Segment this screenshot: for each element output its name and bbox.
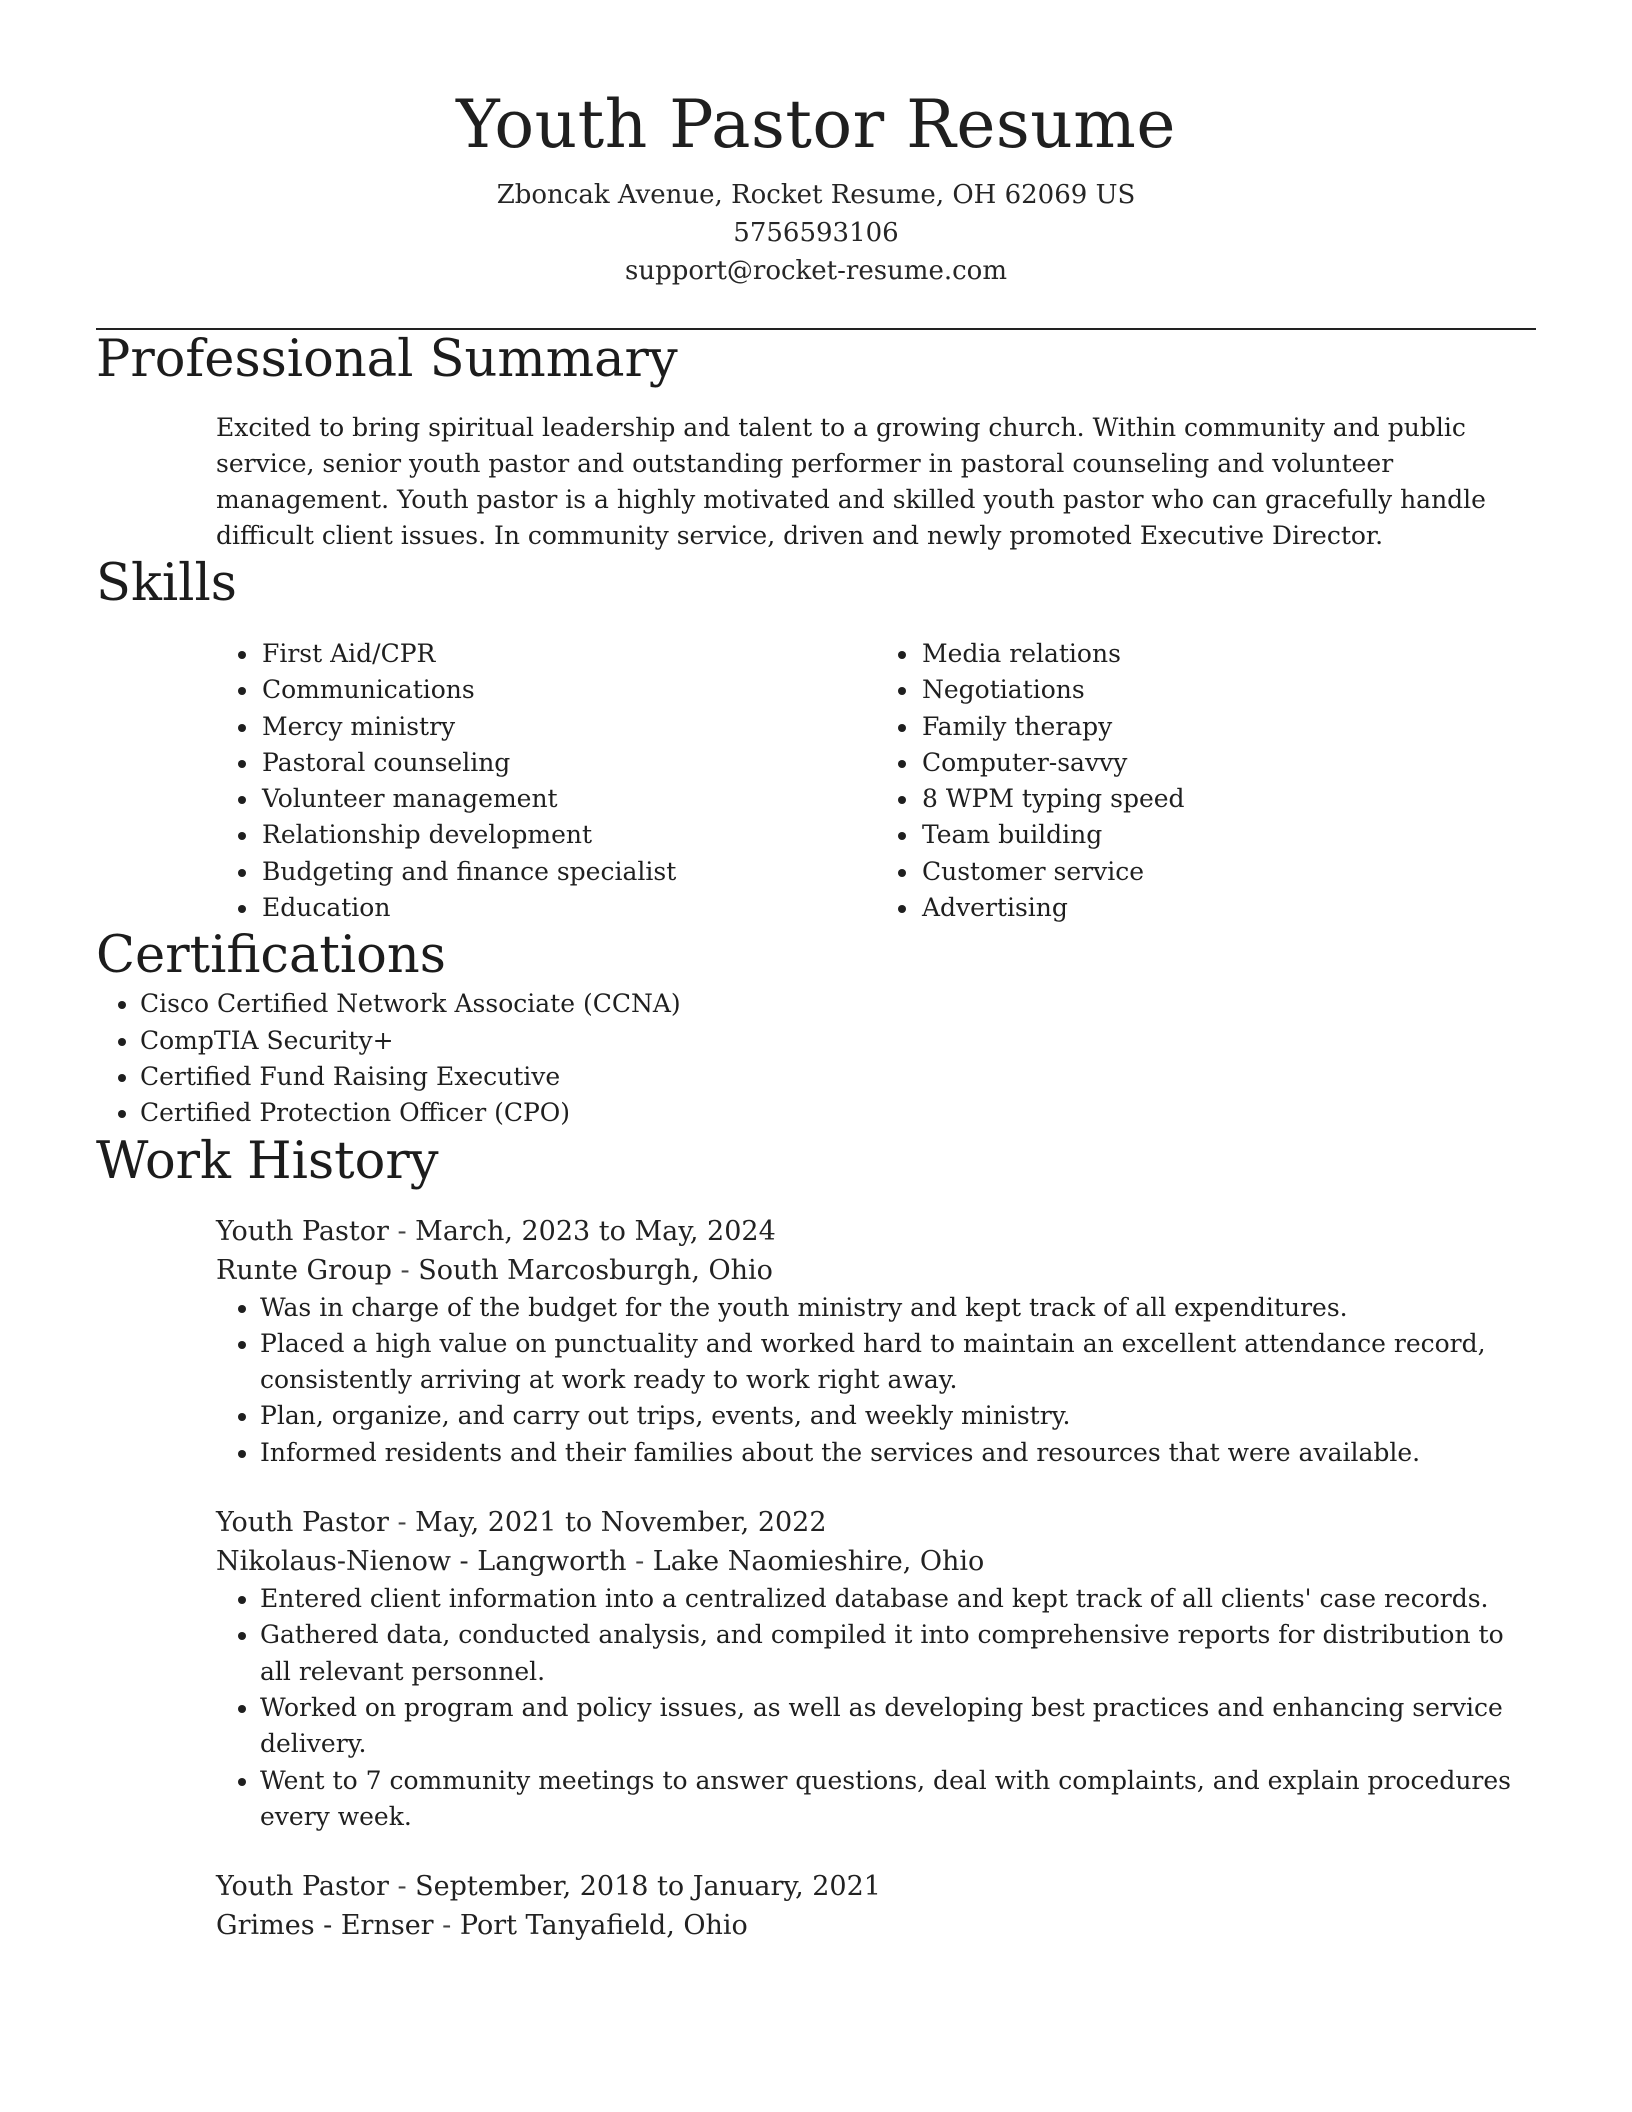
skill-item: • Budgeting and finance specialist bbox=[260, 854, 876, 890]
job-title: Youth Pastor bbox=[216, 1215, 389, 1247]
contact-block bbox=[96, 176, 1536, 290]
skill-item: • Team building bbox=[920, 817, 1536, 853]
skill-item: • 8 WPM typing speed bbox=[920, 781, 1536, 817]
job-title-line bbox=[216, 1503, 1536, 1542]
job-bullet: • Entered client information into a centralized database and kept track of all clients' case records. bbox=[260, 1581, 1536, 1617]
certification-item: • Cisco Certified Network Associate (CCNA) bbox=[140, 986, 1536, 1022]
skill-item: • Communications bbox=[260, 672, 876, 708]
job-bullets bbox=[216, 1581, 1536, 1835]
job-company: Nikolaus-Nienow - Langworth bbox=[216, 1546, 627, 1578]
certification-item: • Certified Fund Raising Executive bbox=[140, 1059, 1536, 1095]
skill-item: • Education bbox=[260, 890, 876, 926]
certifications-list bbox=[96, 986, 1536, 1131]
address: Zboncak Avenue, Rocket Resume, OH 62069 US bbox=[496, 180, 1136, 210]
job-title: Youth Pastor bbox=[216, 1507, 389, 1539]
job-employer-line bbox=[216, 1251, 1536, 1290]
job-location: Port Tanyafield, Ohio bbox=[459, 1910, 748, 1942]
job-bullet: • Informed residents and their families about the services and resources that were available. bbox=[260, 1435, 1536, 1471]
skill-item: • First Aid/CPR bbox=[260, 636, 876, 672]
separator: - bbox=[388, 1507, 416, 1539]
separator: - bbox=[388, 1215, 416, 1247]
job-dates: September, 2018 to January, 2021 bbox=[415, 1871, 881, 1903]
job-bullet: • Was in charge of the budget for the youth ministry and kept track of all expenditures. bbox=[260, 1290, 1536, 1326]
job-title-line bbox=[216, 1212, 1536, 1251]
job-dates: May, 2021 to November, 2022 bbox=[415, 1507, 827, 1539]
skill-item: • Media relations bbox=[920, 636, 1536, 672]
job-bullet: • Placed a high value on punctuality and worked hard to maintain an excellent attendance record, consistently arriving at work ready to work right away. bbox=[260, 1326, 1536, 1399]
job-title: Youth Pastor bbox=[216, 1871, 389, 1903]
skill-item: • Relationship development bbox=[260, 817, 876, 853]
job-company: Grimes - Ernser bbox=[216, 1910, 434, 1942]
skill-item: • Volunteer management bbox=[260, 781, 876, 817]
skill-item: • Computer-savvy bbox=[920, 745, 1536, 781]
job-entry bbox=[216, 1212, 1536, 1471]
separator: - bbox=[388, 1871, 416, 1903]
job-location: Lake Naomieshire, Ohio bbox=[652, 1546, 985, 1578]
skill-item: • Mercy ministry bbox=[260, 709, 876, 745]
skill-item: • Customer service bbox=[920, 854, 1536, 890]
job-bullets bbox=[216, 1290, 1536, 1471]
skill-item: • Pastoral counseling bbox=[260, 745, 876, 781]
job-bullet: • Went to 7 community meetings to answer questions, deal with complaints, and explain procedures every week. bbox=[260, 1763, 1536, 1836]
phone: 5756593106 bbox=[733, 218, 899, 248]
job-entry bbox=[216, 1867, 1536, 1945]
skill-item: • Advertising bbox=[920, 890, 1536, 926]
certifications-heading: Certifications bbox=[96, 926, 446, 986]
job-bullet: • Plan, organize, and carry out trips, events, and weekly ministry. bbox=[260, 1398, 1536, 1434]
skills-column-right bbox=[876, 636, 1536, 926]
separator: - bbox=[391, 1254, 419, 1286]
resume-title: Youth Pastor Resume bbox=[456, 86, 1176, 163]
job-entry bbox=[216, 1503, 1536, 1835]
job-employer-line bbox=[216, 1906, 1536, 1945]
separator: - bbox=[433, 1910, 460, 1942]
summary-text: Excited to bring spiritual leadership and talent to a growing church. Within community and public service, senior youth pastor and outstanding performer in pastoral counseling and volunteer management. Youth pastor is a highly motivated and skilled youth pastor who can gracefully handle difficult client issues. In community service, driven and newly promoted Executive Director. bbox=[216, 413, 1486, 550]
separator: - bbox=[626, 1546, 653, 1578]
job-bullet: • Gathered data, conducted analysis, and compiled it into comprehensive reports for distribution to all relevant personnel. bbox=[260, 1617, 1536, 1690]
skills-column-left bbox=[216, 636, 876, 926]
job-dates: March, 2023 to May, 2024 bbox=[415, 1215, 776, 1247]
skill-item: • Negotiations bbox=[920, 672, 1536, 708]
summary-heading: Professional Summary bbox=[96, 330, 678, 389]
work-history-heading: Work History bbox=[96, 1131, 439, 1191]
job-employer-line bbox=[216, 1542, 1536, 1581]
certification-item: • Certified Protection Officer (CPO) bbox=[140, 1095, 1536, 1131]
job-bullet: • Worked on program and policy issues, as well as developing best practices and enhancing service delivery. bbox=[260, 1690, 1536, 1763]
resume-header bbox=[96, 0, 1536, 290]
resume-page bbox=[96, 0, 1536, 1945]
job-location: South Marcosburgh, Ohio bbox=[418, 1254, 773, 1286]
email: support@rocket-resume.com bbox=[624, 256, 1007, 286]
job-title-line bbox=[216, 1867, 1536, 1906]
certification-item: • CompTIA Security+ bbox=[140, 1023, 1536, 1059]
skills-list bbox=[216, 636, 1536, 926]
skill-item: • Family therapy bbox=[920, 709, 1536, 745]
job-company: Runte Group bbox=[216, 1254, 392, 1286]
skills-heading: Skills bbox=[96, 554, 237, 613]
